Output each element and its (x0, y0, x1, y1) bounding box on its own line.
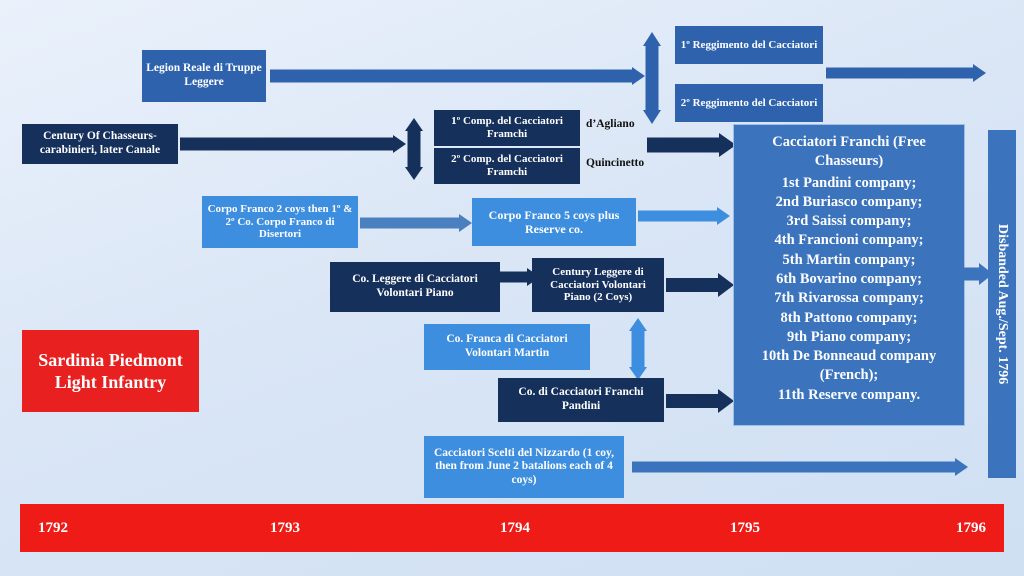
arrow-corpo-franco-2to5 (360, 212, 472, 234)
arrow-legion-to-split (270, 64, 645, 88)
box-disbanded[interactable] (988, 130, 1016, 478)
main-unit-company: 9th Piano company; (786, 328, 912, 345)
timeline-year-1792: 1792 (38, 519, 68, 536)
timeline-year-1795: 1795 (730, 519, 760, 536)
main-unit-company: 6th Bovarino company; (776, 270, 922, 287)
box-century-chasseurs-carabinieri[interactable]: Century Of Chasseurs- carabinieri, later Canale (22, 124, 178, 164)
timeline-year-1793: 1793 (270, 519, 300, 536)
main-unit-company: 10th De Bonneaud company (French); (761, 348, 937, 384)
box-1-reggimento[interactable]: 1º Reggimento del Cacciatori (675, 26, 823, 64)
arrow-century-piano-to-main (666, 272, 734, 298)
box-2-reggimento[interactable]: 2º Reggimento del Cacciatori (675, 84, 823, 122)
arrow-pandini-to-main (666, 388, 734, 414)
box-corpo-franco-2coys[interactable]: Corpo Franco 2 coys then 1º & 2º Co. Corpo Franco di Disertori (202, 196, 358, 248)
arrow-split-regiments (640, 32, 664, 124)
timeline-year-1794: 1794 (500, 519, 530, 536)
main-unit-company: 8th Pattono company; (780, 309, 918, 326)
box-cacciatori-franchi-main[interactable] (733, 124, 965, 426)
box-title-sardinia-piedmont[interactable]: Sardinia Piedmont Light Infantry (22, 330, 199, 412)
main-unit-company: 2nd Buriasco company; (775, 193, 923, 210)
main-unit-company: 4th Francioni company; (774, 232, 924, 249)
arrow-martin-vertical (626, 318, 650, 380)
box-cacciatori-scelti-nizzardo[interactable]: Cacciatori Scelti del Nizzardo (1 coy, then from June 2 batalions each of 4 coys) (424, 436, 624, 498)
label-dagliano: d’Agliano (586, 118, 635, 130)
box-corpo-franco-5coys[interactable]: Corpo Franco 5 coys plus Reserve co. (472, 198, 636, 246)
main-unit-company: 5th Martin company; (782, 251, 916, 268)
arrow-nizzardo-to-right (632, 456, 968, 478)
arrow-split-comps (402, 118, 426, 180)
main-unit-company: 1st Pandini company; (781, 174, 917, 191)
arrow-corpo-franco-to-main (638, 205, 730, 227)
box-co-franchi-pandini[interactable]: Co. di Cacciatori Franchi Pandini (498, 378, 664, 422)
box-co-franca-martin[interactable]: Co. Franca di Cacciatori Volontari Martin (424, 324, 590, 370)
main-unit-company: 11th Reserve company. (777, 386, 921, 403)
disbanded-label: Disbanded Aug./Sept. 1796 (995, 223, 1010, 385)
arrow-comps-to-main (647, 132, 737, 158)
box-legion-reale[interactable]: Legion Reale di Truppe Leggere (142, 50, 266, 102)
box-co-leggere-piano[interactable]: Co. Leggere di Cacciatori Volontari Piano (330, 262, 500, 312)
timeline-bar (20, 504, 1004, 552)
box-2-comp-cacciatori-framchi[interactable]: 2º Comp. del Cacciatori Framchi (434, 148, 580, 184)
label-quincinetto: Quincinetto (586, 157, 645, 169)
box-1-comp-cacciatori-framchi[interactable]: 1º Comp. del Cacciatori Framchi (434, 110, 580, 146)
arrow-reggimenti-to-right (826, 62, 986, 84)
main-unit-heading: Cacciatori Franchi (Free Chasseurs) (772, 134, 926, 170)
arrow-century-to-comps (180, 132, 406, 156)
main-unit-company: 3rd Saissi company; (786, 213, 912, 230)
box-century-leggere-piano[interactable]: Century Leggere di Cacciatori Volontari Piano (2 Coys) (532, 258, 664, 312)
main-unit-company: 7th Rivarossa company; (774, 290, 924, 307)
timeline-year-1796: 1796 (956, 519, 986, 536)
